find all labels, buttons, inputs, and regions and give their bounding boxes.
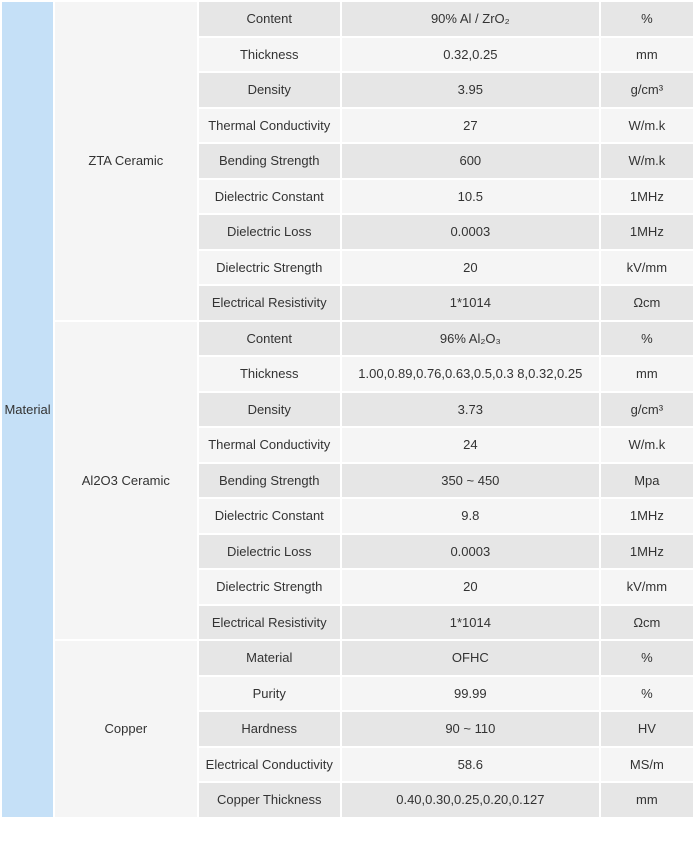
property-cell: Electrical Conductivity: [199, 748, 340, 782]
value-cell: 1.00,0.89,0.76,0.63,0.5,0.3 8,0.32,0.25: [342, 357, 599, 391]
value-cell: 10.5: [342, 180, 599, 214]
unit-cell: mm: [601, 357, 693, 391]
value-cell: 0.40,0.30,0.25,0.20,0.127: [342, 783, 599, 817]
property-cell: Thickness: [199, 357, 340, 391]
unit-cell: mm: [601, 783, 693, 817]
value-cell: 0.0003: [342, 535, 599, 569]
property-cell: Electrical Resistivity: [199, 606, 340, 640]
unit-cell: 1MHz: [601, 499, 693, 533]
unit-cell: %: [601, 677, 693, 711]
value-cell: 90 ~ 110: [342, 712, 599, 746]
unit-cell: W/m.k: [601, 428, 693, 462]
property-cell: Purity: [199, 677, 340, 711]
category-cell: Material: [2, 2, 53, 817]
value-cell: 96% Al₂O₃: [342, 322, 599, 356]
unit-cell: mm: [601, 38, 693, 72]
value-cell: 350 ~ 450: [342, 464, 599, 498]
property-cell: Electrical Resistivity: [199, 286, 340, 320]
value-cell: 20: [342, 570, 599, 604]
property-cell: Thermal Conductivity: [199, 109, 340, 143]
property-cell: Density: [199, 393, 340, 427]
property-cell: Dielectric Constant: [199, 499, 340, 533]
property-cell: Material: [199, 641, 340, 675]
property-cell: Bending Strength: [199, 464, 340, 498]
property-cell: Dielectric Loss: [199, 535, 340, 569]
unit-cell: Mpa: [601, 464, 693, 498]
property-cell: Density: [199, 73, 340, 107]
unit-cell: 1MHz: [601, 180, 693, 214]
property-cell: Content: [199, 2, 340, 36]
value-cell: 99.99: [342, 677, 599, 711]
unit-cell: kV/mm: [601, 570, 693, 604]
property-cell: Thermal Conductivity: [199, 428, 340, 462]
property-cell: Dielectric Loss: [199, 215, 340, 249]
unit-cell: Ωcm: [601, 286, 693, 320]
property-cell: Dielectric Strength: [199, 570, 340, 604]
property-cell: Dielectric Strength: [199, 251, 340, 285]
spec-table-body: [2, 2, 693, 817]
property-cell: Copper Thickness: [199, 783, 340, 817]
unit-cell: kV/mm: [601, 251, 693, 285]
unit-cell: g/cm³: [601, 393, 693, 427]
unit-cell: g/cm³: [601, 73, 693, 107]
unit-cell: %: [601, 2, 693, 36]
value-cell: 90% Al / ZrO₂: [342, 2, 599, 36]
unit-cell: %: [601, 322, 693, 356]
value-cell: 9.8: [342, 499, 599, 533]
value-cell: OFHC: [342, 641, 599, 675]
unit-cell: W/m.k: [601, 144, 693, 178]
value-cell: 1*1014: [342, 286, 599, 320]
property-cell: Hardness: [199, 712, 340, 746]
unit-cell: HV: [601, 712, 693, 746]
property-cell: Content: [199, 322, 340, 356]
value-cell: 3.73: [342, 393, 599, 427]
value-cell: 0.0003: [342, 215, 599, 249]
property-cell: Thickness: [199, 38, 340, 72]
property-cell: Bending Strength: [199, 144, 340, 178]
unit-cell: MS/m: [601, 748, 693, 782]
value-cell: 58.6: [342, 748, 599, 782]
unit-cell: 1MHz: [601, 535, 693, 569]
unit-cell: Ωcm: [601, 606, 693, 640]
group-name-cell: Al2O3 Ceramic: [55, 322, 196, 640]
unit-cell: W/m.k: [601, 109, 693, 143]
value-cell: 24: [342, 428, 599, 462]
unit-cell: %: [601, 641, 693, 675]
table-row: [2, 2, 693, 36]
value-cell: 3.95: [342, 73, 599, 107]
table-row: [2, 641, 693, 675]
property-cell: Dielectric Constant: [199, 180, 340, 214]
table-row: [2, 322, 693, 356]
group-name-cell: Copper: [55, 641, 196, 817]
value-cell: 27: [342, 109, 599, 143]
value-cell: 600: [342, 144, 599, 178]
group-name-cell: ZTA Ceramic: [55, 2, 196, 320]
value-cell: 1*1014: [342, 606, 599, 640]
unit-cell: 1MHz: [601, 215, 693, 249]
value-cell: 0.32,0.25: [342, 38, 599, 72]
value-cell: 20: [342, 251, 599, 285]
